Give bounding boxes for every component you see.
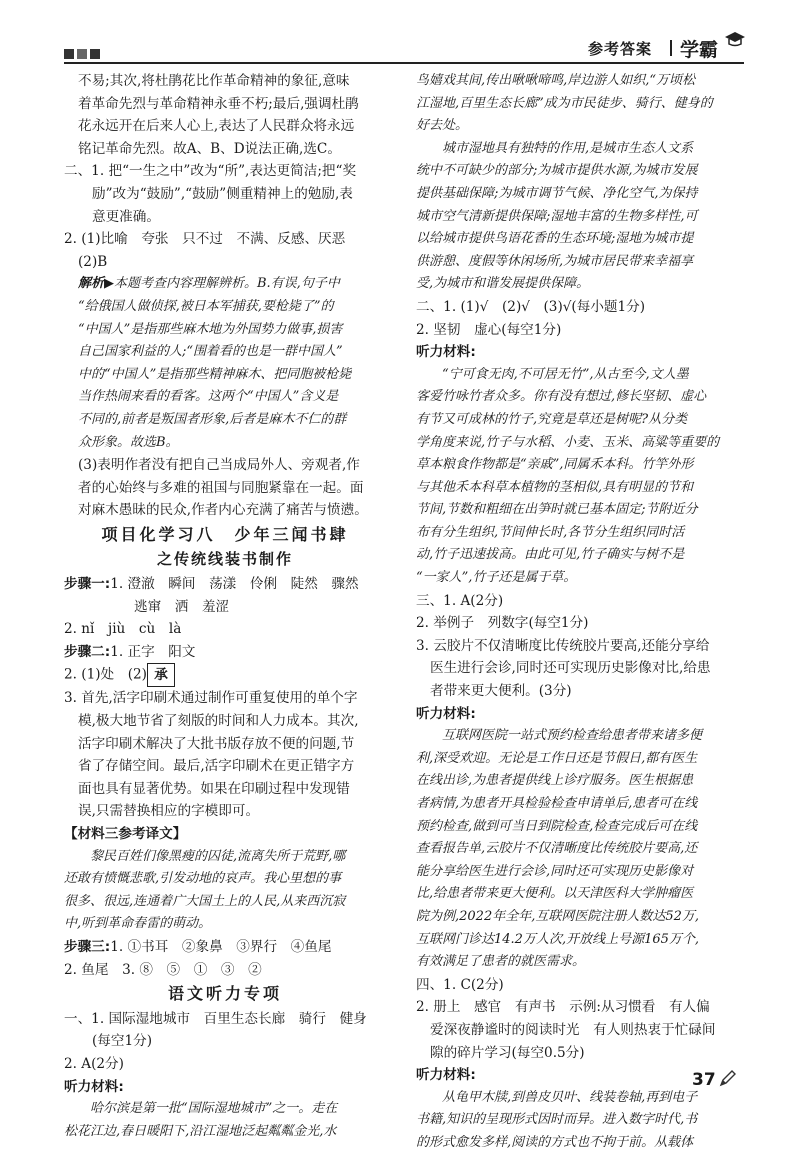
step-line xyxy=(64,936,386,959)
listening-line: 互联网门诊达14.2万人次,开放线上号源165万个, xyxy=(416,931,700,947)
analysis-line xyxy=(64,273,386,296)
answer-line: 对麻木愚昧的民众,作者内心充满了痛苦与愤懑。 xyxy=(78,502,368,519)
answer-line: 者的心始终与多难的祖国与同胞紧靠在一起。面 xyxy=(78,479,364,496)
listening-line: 节间,节数和粗细在出笋时就已基本固定;节附近分 xyxy=(416,502,698,518)
header-separator xyxy=(670,40,672,56)
listening-line: 院为例,2022年全年,互联网医院注册人数达52万, xyxy=(416,908,700,924)
listening-line: 有节又可成林的竹子,究竟是草还是树呢?从分类 xyxy=(416,411,688,427)
step-label: 步骤二: xyxy=(64,643,111,660)
listening-line: 书籍,知识的呈现形式因时而异。进入数字时代,书 xyxy=(416,1112,698,1128)
answer-line: 3. 云胶片不仅清晰度比传统胶片要高,还能分享给 xyxy=(416,637,710,654)
step-text: 1. 澄澈 瞬间 荡漾 伶俐 陡然 骤然 xyxy=(110,576,359,593)
analysis-line: 不同的,前者是叛国者形象,后者是麻木不仁的群 xyxy=(78,411,347,427)
listening-label: 听力材料: xyxy=(416,705,476,722)
listening-line: 与其他禾本科草本植物的茎相似,具有明显的节和 xyxy=(416,479,694,495)
analysis-label: 解析▶ xyxy=(78,276,114,292)
listening-line: 城市空气清新提供保障;湿地丰富的生物多样性,可 xyxy=(416,208,698,224)
material-line: 黎民百姓们像黑瘦的囚徒,流离失所于荒野,哪 xyxy=(90,848,346,864)
answer-line: 2. 举例子 列数字(每空1分) xyxy=(416,615,589,632)
answer-line: 面也具有显著优势。如果在印刷过程中发现错 xyxy=(78,780,350,797)
listening-line: 哈尔滨是第一批“国际湿地城市”之一。走在 xyxy=(90,1101,338,1117)
answer-line: 爱深夜静谧时的阅读时光 有人则热衷于忙碌间 xyxy=(430,1021,716,1038)
listening-line: 互联网医院一站式预约检查给患者带来诸多便 xyxy=(442,728,703,744)
step-text: 2. (1)处 (2) xyxy=(64,666,147,683)
listening-line: 查看报告单,云胶片不仅清晰度比传统胶片要高,还 xyxy=(416,841,698,857)
listening-line: 者病情,为患者开具检验检查申请单后,患者可在线 xyxy=(416,796,698,811)
listening-line: 鸟嬉戏其间,传出啾啾啼鸣,岸边游人如织,“万顷松 xyxy=(416,73,696,88)
answer-line: (每空1分) xyxy=(92,1033,153,1050)
answer-line: (2)B xyxy=(78,253,108,270)
listening-line: 供游憩、度假等休闲场所,为城市居民带来幸福享 xyxy=(416,253,694,269)
material-line: 中,听到革命春雷的萌动。 xyxy=(64,916,212,932)
step-line xyxy=(64,641,386,664)
analysis-line: “中国人”是指那些麻木地为外国势力做事,损害 xyxy=(78,321,343,337)
answer-line: 二、1. (1)√ (2)√ (3)√(每小题1分) xyxy=(416,298,646,315)
text-line: 不易;其次,将杜鹃花比作革命精神的象征,意味 xyxy=(78,73,350,89)
listening-line: 江湿地,百里生态长廊”成为市民徒步、骑行、健身的 xyxy=(416,95,713,111)
listening-line: 好去处。 xyxy=(416,118,469,134)
header-brand: 学霸 xyxy=(680,39,719,61)
header-rule xyxy=(64,62,744,64)
analysis-text: 本题考查内容理解辨析。B.有误,句子中 xyxy=(114,276,340,292)
analysis-line: 众形象。故选B。 xyxy=(78,434,179,450)
listening-label: 听力材料: xyxy=(416,1067,476,1084)
listening-label: 听力材料: xyxy=(416,344,476,361)
answer-line: 励”改为“鼓励”,“鼓励”侧重精神上的勉励,表 xyxy=(92,185,353,202)
answer-line: 省了存储空间。最后,活字印刷术在更正错字方 xyxy=(78,758,355,775)
answer-line: 一、1. 国际湿地城市 百里生态长廊 骑行 健身 xyxy=(64,1010,367,1027)
pencil-icon xyxy=(718,1068,738,1088)
answer-line: 二、1. 把“一生之中”改为“所”,表达更简洁;把“奖 xyxy=(64,163,357,180)
analysis-line: 中的“中国人”是指那些精神麻木、把同胞被枪毙 xyxy=(78,366,352,382)
listening-line: 布有分生组织,节间伸长时,各节分生组织同时活 xyxy=(416,524,685,540)
answer-line: 2. 坚韧 虚心(每空1分) xyxy=(416,321,562,338)
text-line: 铭记革命先烈。故A、B、D说法正确,选C。 xyxy=(78,140,341,157)
listening-line: 城市湿地具有独特的作用,是城市生态人文系 xyxy=(442,140,694,156)
material-label: 【材料三参考译文】 xyxy=(64,826,187,842)
text-line: 花永远开在后来人心上,表达了人民群众将永远 xyxy=(78,118,355,135)
answer-line: 医生进行会诊,同时还可实现历史影像对比,给患 xyxy=(430,660,711,677)
listening-line: 预约检查,做到可当日到院检查,检查完成后可在线 xyxy=(416,818,698,834)
section-subtitle: 之传统线装书制作 xyxy=(156,550,293,569)
step-line xyxy=(64,663,386,687)
listening-line: 比,给患者带来更大便利。以天津医科大学肿瘤医 xyxy=(416,886,694,902)
step-text: 1. 正字 阳文 xyxy=(110,643,196,660)
listening-line: 有效满足了患者的就医需求。 xyxy=(416,954,586,970)
listening-line: 统中不可缺少的部分;为城市提供水源,为城市发展 xyxy=(416,163,698,179)
listening-line: 动,竹子迅速拔高。由此可见,竹子确实与树不是 xyxy=(416,547,685,563)
page-header xyxy=(0,0,800,60)
listening-line: 能分享给医生进行会诊,同时还可实现历史影像对 xyxy=(416,863,694,879)
answer-line: (3)表明作者没有把自己当成局外人、旁观者,作 xyxy=(78,457,360,474)
listening-line: 在线出诊,为患者提供线上诊疗服务。医生根据患 xyxy=(416,773,694,789)
answer-line: 活字印刷术解决了大批书版存放不便的问题,节 xyxy=(78,735,355,752)
answer-line: 者带来更大便利。(3分) xyxy=(430,683,572,700)
listening-line: 客爱竹咏竹者众多。你有没有想过,修长坚韧、虚心 xyxy=(416,389,707,405)
right-column xyxy=(416,70,746,1155)
analysis-line: 当作热闹来看的看客。这两个“中国人”含义是 xyxy=(78,389,339,405)
step-line: 2. 鱼尾 3. ⑧ ⑤ ① ③ ② xyxy=(64,961,262,978)
answer-line: 误,只需替换相应的字模即可。 xyxy=(78,803,260,820)
text-line: 着革命先烈与革命精神永垂不朽;最后,强调杜鹃 xyxy=(78,95,359,112)
step-line: 2. nǐ jiù cù là xyxy=(64,621,182,638)
graduation-cap-icon xyxy=(724,30,746,48)
page-number: 37 xyxy=(692,1070,716,1090)
answer-line: 隙的碎片学习(每空0.5分) xyxy=(430,1044,585,1061)
listening-line: “宁可食无肉,不可居无竹”,从古至今,文人墨 xyxy=(442,366,689,382)
answer-line: 2. A(2分) xyxy=(64,1055,124,1072)
step-line xyxy=(64,573,386,596)
material-line: 很多、很远,连通着广大国土上的人民,从来西沉寂 xyxy=(64,893,346,909)
answer-line: 3. 首先,活字印刷术通过制作可重复使用的单个字 xyxy=(64,690,358,707)
step-text: 1. ①书耳 ②象鼻 ③界行 ④鱼尾 xyxy=(110,938,332,955)
analysis-line: 自己国家利益的人;“围着看的也是一群中国人” xyxy=(78,344,343,360)
listening-label: 听力材料: xyxy=(64,1078,124,1095)
section-title: 项目化学习八 少年三闻书肆 xyxy=(101,524,349,544)
listening-line: 受,为城市和谐发展提供保障。 xyxy=(416,276,590,292)
header-decor-squares xyxy=(64,44,103,63)
listening-line: 学角度来说,竹子与水稻、小麦、玉米、高粱等重要的 xyxy=(416,434,720,450)
listening-line: 以给城市提供鸟语花香的生态环境;湿地为城市提 xyxy=(416,231,694,247)
listening-line: 松花江边,春日暖阳下,沿江湿地泛起粼粼金光,水 xyxy=(64,1123,337,1139)
material-line: 还敢有愤慨悲歌,引发动地的哀声。我心里想的事 xyxy=(64,871,342,887)
answer-line: 意更准确。 xyxy=(92,208,160,225)
listening-line: 从龟甲木牍,到兽皮贝叶、线装卷轴,再到电子 xyxy=(442,1089,698,1105)
answer-line: 三、1. A(2分) xyxy=(416,592,504,609)
answer-line: 四、1. C(2分) xyxy=(416,976,504,993)
step-label: 步骤一: xyxy=(64,576,111,593)
section-title: 语文听力专项 xyxy=(167,984,282,1004)
answer-line: 模,极大地节省了刻版的时间和人力成本。其次, xyxy=(78,713,359,730)
listening-line: “一家人”,竹子还是属于草。 xyxy=(416,570,577,586)
listening-line: 草本粮食作物都是“亲戚”,同属禾本科。竹竿外形 xyxy=(416,457,694,473)
listening-line: 利,深受欢迎。无论是工作日还是节假日,都有医生 xyxy=(416,750,698,766)
answer-line: 2. (1)比喻 夸张 只不过 不满、反感、厌恶 xyxy=(64,231,346,248)
seal-stamp: 承 xyxy=(147,663,175,687)
header-answer-label: 参考答案 xyxy=(588,40,653,58)
listening-line: 提供基础保障;为城市调节气候、净化空气,为保持 xyxy=(416,185,698,201)
step-label: 步骤三: xyxy=(64,938,111,955)
left-column xyxy=(64,70,386,1143)
answer-line: 2. 册上 感官 有声书 示例:从习惯看 有人偏 xyxy=(416,999,710,1016)
analysis-line: “给俄国人做侦探,被日本军捕获,要枪毙了”的 xyxy=(78,298,334,314)
step-line: 逃窜 洒 羞涩 xyxy=(134,598,230,615)
listening-line: 的形式愈发多样,阅读的方式也不拘于前。从载体 xyxy=(416,1134,694,1150)
